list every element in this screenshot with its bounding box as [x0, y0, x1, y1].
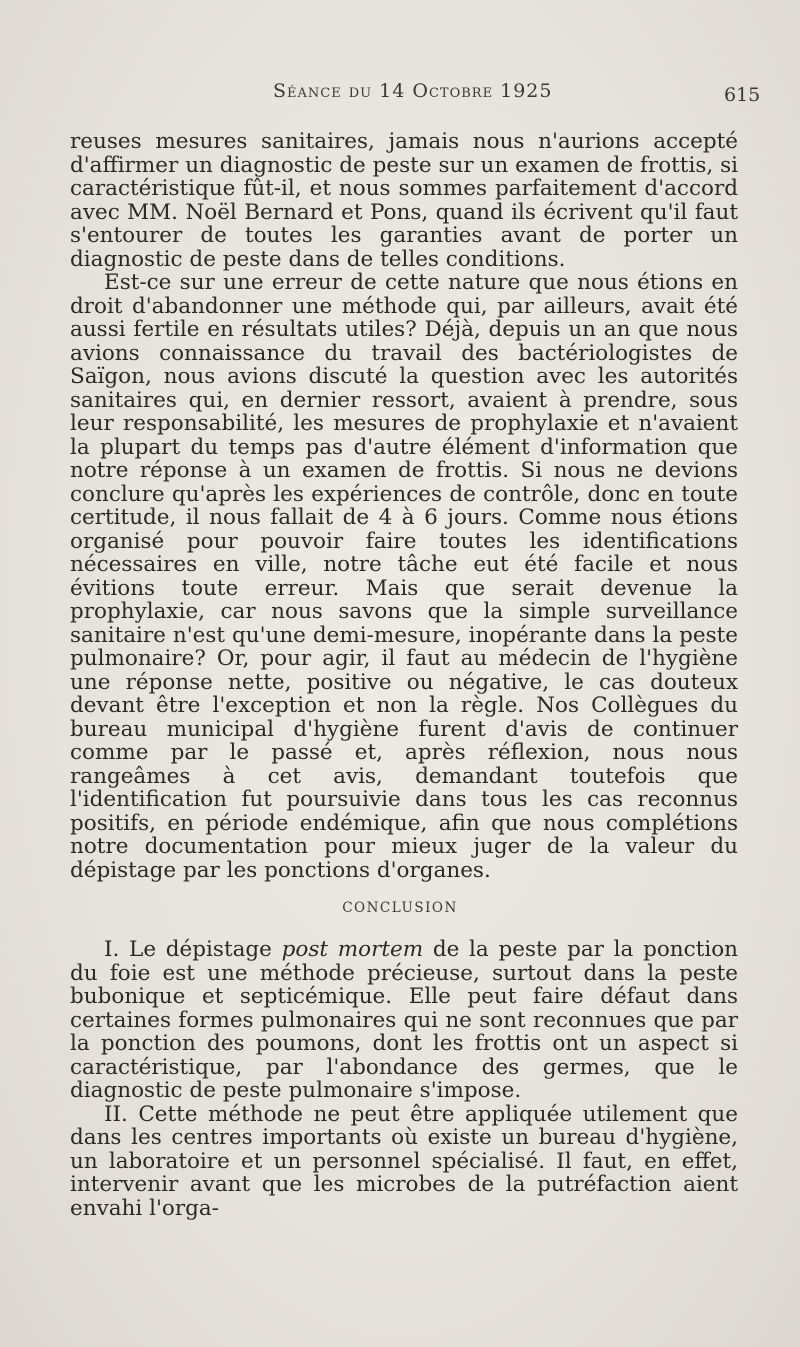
paragraph-continued: reuses mesures sanitaires, jamais nous n'aurions accepté d'affirmer un diagnostic de peste sur un examen de frottis, si caractéristique fût-il, et nous sommes parfaitement d'accord avec MM. Noël Bernard et Pons, quand ils écrivent qu'il faut s'entourer de toutes les garanties avant de porter un diagnostic de peste dans de telles conditions. [70, 129, 738, 272]
latin-term: post mortem [281, 937, 424, 962]
paragraph: Est-ce sur une erreur de cette nature que nous étions en droit d'abandonner une méthode qui, par ailleurs, avait été aussi fertile en résultats utiles? Déjà, depuis un an que nous avions connaissance du travail des bactériologistes de Saïgon, nous avions discuté la question avec les autorités sanitaires qui, en dernier ressort, avaient à prendre, sous leur responsabilité, les mesures de prophylaxie et n'avaient la plupart du temps pas d'autre élément d'information que notre réponse à un examen de frottis. Si nous ne devions conclure qu'après les expériences de contrôle, donc en toute certitude, il nous fallait de 4 à 6 jours. Comme nous étions organisé pour pouvoir faire toutes les identifications nécessaires en ville, notre tâche eut été facile et nous évitions toute erreur. Mais que serait devenue la prophylaxie, car nous savons que la simple surveillance sanitaire n'est qu'une demi-mesure, inopérante dans la peste pulmonaire? Or, pour agir, il faut au médecin de l'hygiène une réponse nette, positive ou négative, le cas douteux devant être l'exception et non la règle. Nos Collègues du bureau municipal d'hygiène furent d'avis de continuer comme par le passé et, après réflexion, nous nous rangeâmes à cet avis, demandant toutefois que l'identification fut poursuivie dans tous les cas reconnus positifs, en période endémique, afin que nous complétions notre documentation pour mieux juger de la valeur du dépistage par les ponctions d'organes. [70, 270, 738, 883]
running-head: Séance du 14 Octobre 1925 [273, 80, 553, 102]
conclusion-item-1-rest: de la peste par la ponction du foie est une méthode précieuse, surtout dans la peste bubonique et septicémique. Elle peut faire défaut dans certaines formes pulmonaires qui ne sont reconnues que par la ponction des poumons, dont les frottis ont un aspect si caractéristique, par l'abondance des germes, que le diagnostic de peste pulmonaire s'impose. [70, 937, 739, 1103]
conclusion-item-1-lead: I. Le dépistage [104, 937, 282, 962]
conclusion-text [70, 938, 738, 1220]
page-header [0, 80, 800, 112]
page-number: 615 [724, 84, 761, 106]
conclusion-item-2: II. Cette méthode ne peut être appliquée utilement que dans les centres importants où existe un bureau d'hygiène, un laboratoire et un personnel spécialisé. Il faut, en effet, intervenir avant que les microbes de la putréfaction aient envahi l'orga- [70, 1101, 738, 1221]
body-text [70, 130, 738, 882]
section-heading-conclusion: CONCLUSION [342, 900, 458, 916]
conclusion-item-1 [70, 938, 738, 1103]
